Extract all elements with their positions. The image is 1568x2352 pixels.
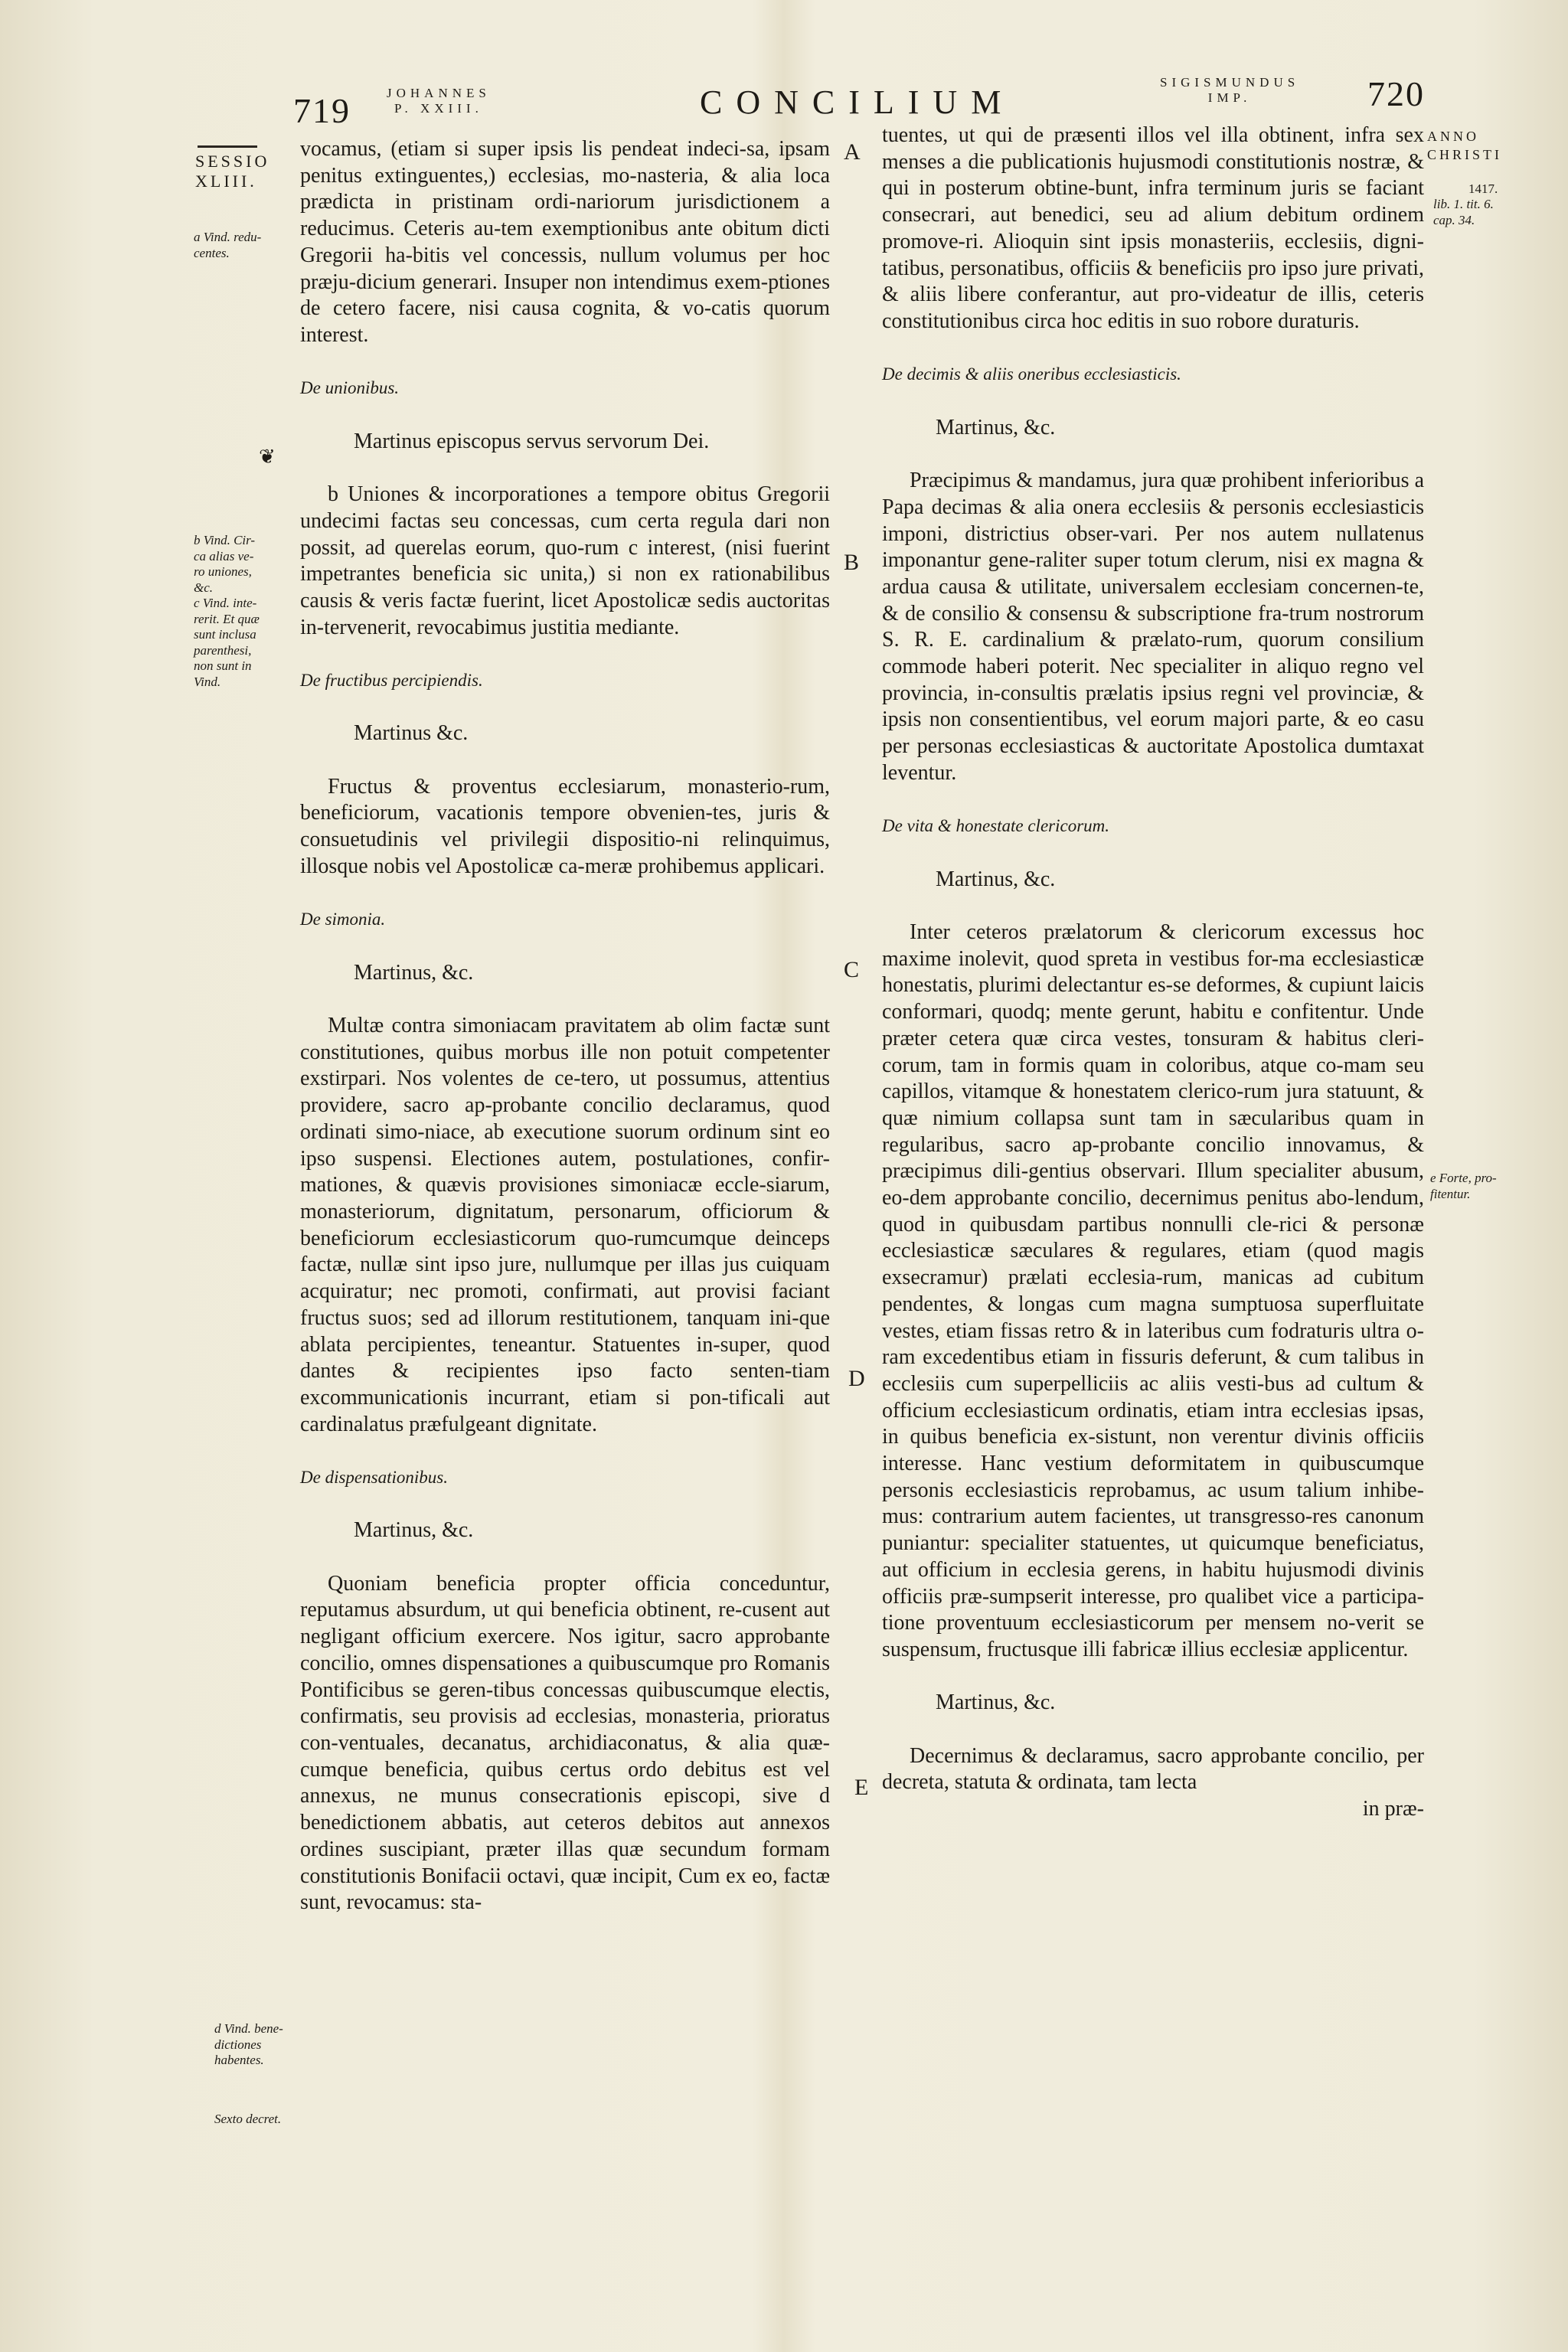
salutation: Martinus, &c. [936, 867, 1056, 891]
margin-note-b-c: b Vind. Cir- ca alias ve- ro uniones, &c. c Vind. inte- rerit. Et quæ sunt inclusa parenthesi, non sunt in Vind. [194, 533, 260, 689]
left-column [300, 136, 830, 1916]
right-running-line1: SIGISMUNDUS [1160, 75, 1300, 90]
paragraph: Decernimus & declaramus, sacro approbante concilio, per decreta, statuta & ordinata, tam lecta [882, 1743, 1424, 1795]
section-heading-unionibus: De unionibus. [300, 378, 400, 398]
left-page-number: 719 [293, 91, 351, 130]
section-heading-simonia: De simonia. [300, 910, 386, 929]
marker-c: C [844, 957, 860, 982]
fleuron-icon: ❦ [259, 446, 276, 468]
marker-d: D [848, 1366, 865, 1391]
christi-label: CHRISTI [1427, 147, 1503, 162]
session-label [195, 152, 270, 191]
section-heading-fructibus: De fructibus percipiendis. [300, 671, 483, 690]
paragraph: Quoniam beneficia propter officia conceduntur, reputamus absurdum, ut qui beneficia obtinent, re-cusent aut negligant officium exercere. Nos igitur, sacro approbante concilio, omnes dispensationes a quibuscumque pro Romanis Pontificibus se geren-tibus concessas quibuscumque electis, confirmatis, seu provisis ad ecclesias, monasteria, prioratus con-ventuales, decanatus, archidiaconatus, & alia quæ-cumque beneficia, quibus certus ordo debitus est vel annexus, ne munus consecrationis episcopi, sive d benedictionem abbatis, aut ceteros debitos aut annexos ordines suscipiant, præter illas quæ secundum formam constitutionis Bonifacii octavi, quæ incipit, Cum ex eo, factæ sunt, revocamus: sta- [300, 1571, 830, 1915]
marker-e: E [854, 1775, 869, 1800]
section-heading-vita: De vita & honestate clericorum. [882, 816, 1110, 836]
session-line2: XLIII. [195, 172, 257, 191]
catchword: in præ- [1362, 1797, 1424, 1821]
salutation: Martinus, &c. [354, 960, 474, 985]
right-running-line2: IMP. [1207, 90, 1252, 105]
paragraph: Præcipimus & mandamus, jura quæ prohibent inferioribus a Papa decimas & alia onera ecclesiis & personis ecclesiasticis imponi, districtius obser-vari. Per nos autem nullatenus imponantur gene-raliter super totum clerum, nisi ex magna & ardua causa & utilitate, universalem ecclesiam concernen-te, & de consilio & consensu & subscriptione fra-trum nostrorum S. R. E. cardinalium & prælato-rum, quorum consilium commode haberi poterit. Nec specialiter in aliquo regno vel provincia, in-consultis prælatis ipsius regni vel provinciæ, & ipsis non consentientibus, vel eorum majori parte, & eo casu per personas ecclesiasticas & auctoritate Apostolica dumtaxat leventur. [882, 469, 1424, 785]
margin-note-a: a Vind. redu- centes. [194, 230, 262, 260]
anno-christi [1427, 127, 1502, 164]
page-title: CONCILIUM [700, 83, 1015, 121]
paragraph: Fructus & proventus ecclesiarum, monasterio-rum, beneficiorum, vacationis tempore obvenien-tes, juris & consuetudinis vel privilegii dispositio-ni relinquimus, illosque nobis vel Apostolicæ ca-meræ prohibemus applicari. [300, 774, 830, 878]
margin-note-sexto: Sexto decret. [214, 2112, 282, 2126]
section-heading-dispensationibus: De dispensationibus. [300, 1468, 448, 1487]
left-running-head [387, 86, 491, 116]
left-running-line1: JOHANNES [387, 86, 491, 100]
margin-note-e: e Forte, pro- fitentur. [1430, 1171, 1497, 1201]
salutation: Martinus, &c. [936, 415, 1056, 439]
marker-b: B [844, 550, 860, 575]
paragraph: Multæ contra simoniacam pravitatem ab olim factæ sunt constitutiones, quibus morbus ille non potuit competenter exstirpari. Nos volentes de ce-tero, ut possumus, attentius providere, sacro ap-probante concilio declaramus, quod ordinati simo-niace, ab executione suorum ordinum sint eo ipso suspensi. Electiones autem, postulationes, confir-mationes, & quævis provisiones simoniacæ eccle-siarum, monasteriorum, dignitatum, personarum, officiorum & beneficiorum ecclesiasticorum quo-rumcumque deinceps factæ, nullæ sint ipso jure, nullumque per illas jus cuiquam acquiratur; nec promoti, confirmati, aut provisi faciant fructus suos; sed ad illorum restitutionem, tanquam ini-que ablata percipientes, teneantur. Statuentes in-super, quod dantes & recipientes ipso facto senten-tiam excommunicationis incurrant, etiam si pon-tificali aut cardinalatus præfulgeant dignitate. [300, 1014, 830, 1436]
reference-note: lib. 1. tit. 6. cap. 34. [1433, 197, 1494, 227]
anno-label: ANNO [1427, 129, 1479, 144]
salutation: Martinus episcopus servus servorum Dei. [354, 429, 710, 453]
section-heading-decimis: De decimis & aliis oneribus ecclesiasticis. [882, 364, 1181, 384]
year-label: 1417. [1468, 181, 1498, 196]
left-running-line2: P. XXIII. [394, 101, 483, 116]
session-rule [198, 145, 257, 148]
salutation: Martinus, &c. [936, 1690, 1056, 1715]
paragraph: Inter ceteros prælatorum & clericorum excessus hoc maxime inolevit, quod spreta in vestibus for-ma ecclesiasticæ honestatis, plurimi delectantur es-se deformes, & cupiunt laicis conformari, quodq; mente gerunt, habitu e confitentur. Unde præter cetera quæ circa vestes, tonsuram & habitus cleri-corum, tam in formis quam in coloribus, atque co-mam seu capillos, vitamque & honestatem clerico-rum jura statuunt, & quæ nimium collapsa sunt tam in sæcularibus quam in regularibus, sacro ap-probante concilio innovamus, & præcipimus dili-gentius observari. Illum specialiter abusum, eo-dem approbante concilio, decernimus penitus abo-lendum, quod in quibusdam partibus nonnulli cle-rici & personæ ecclesiasticæ sæculares & regulares, etiam (quod magis exsecramur) prælati ecclesia-rum, manicas ad cubitum pendentes, & longas cum magna sumptuosa superfluitate vestes, etiam fissas retro & in lateribus cum fodraturis ultra o-ram excedentibus etiam in fissuris deferunt, & cum talibus in ecclesiis cum superpelliciis ac aliis vesti-bus ad cultum & officium ecclesiasticum ordinatis, etiam intra ecclesias ipsas, in quibus beneficia ex-sistunt, non verentur divinis officiis interesse. Hanc vestium deformitatem in quibuscumque personis ecclesiasticis reprobamus, ac usum talium inhibe-mus: contrarium autem facientes, ut transgresso-res canonum puniantur: specialiter statuentes, ut quicumque beneficiatus, aut officium in ecclesia gerens, in habitu hujusmodi divinis officiis præ-sumpserit interesse, pro qualibet vice a participa-tione proventuum ecclesiasticorum per mensem no-verit se suspensum, fructusque illi fabricæ illius ecclesiæ applicentur. [882, 920, 1424, 1661]
session-line1: SESSIO [195, 152, 270, 171]
margin-note-d: d Vind. bene- dictiones habentes. [214, 2021, 283, 2067]
paragraph: b Uniones & incorporationes a tempore obitus Gregorii undecimi factas seu concessas, cum certa regula dari non possit, ad querelas eorum, quo-rum c interest, (nisi fuerint impetrantes beneficia sic unita,) si non ex rationabilibus causis & veris factæ fuerint, licet Apostolicæ sedis auctoritas in-tervenerit, revocabimus justitia mediante. [300, 482, 830, 639]
salutation: Martinus &c. [354, 721, 469, 746]
marker-a: A [844, 139, 861, 165]
paragraph: tuentes, ut qui de præsenti illos vel illa obtinent, infra sex menses a die publicationis hujusmodi constitutionis nostræ, & qui in posterum obtine-bunt, infra terminum juris se faciant consecrari, aut benedici, seu ad alium debitum ordinem promove-ri. Alioquin sint ipsis monasteriis, ecclesiis, digni-tatibus, personatibus, officiis & beneficiis pro ipso jure privati, & aliis libere conferantur, aut pro-videatur de illis, ceteris constitutionibus circa hoc editis in suo robore duraturis. [882, 123, 1424, 333]
right-page-number: 720 [1367, 74, 1425, 113]
right-column [882, 122, 1424, 1823]
salutation: Martinus, &c. [354, 1518, 474, 1543]
right-running-head [1160, 75, 1299, 106]
paragraph: vocamus, (etiam si super ipsis lis pendeat indeci-sa, ipsam penitus extinguentes,) ecclesias, mo-nasteria, & alia loca prædicta in pristinam ordi-nariorum jurisdictionem a reducimus. Ceteris au-tem exemptionibus ante obitum dicti Gregorii ha-bitis vel concessis, nullum volumus per hoc præju-dicium generari. Insuper non intendimus exem-ptiones de cetero facere, nisi causa cognita, & vo-catis quorum interest. [300, 137, 830, 347]
